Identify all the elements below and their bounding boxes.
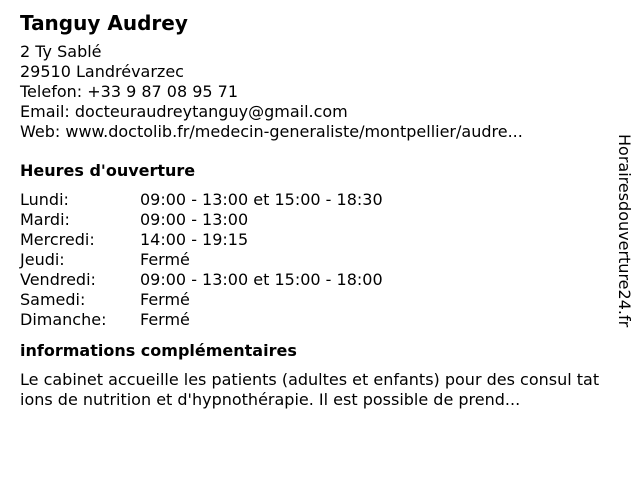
- hours-row-tuesday: [20, 210, 610, 230]
- site-watermark: Horairesdouverture24.fr: [615, 134, 634, 328]
- day-label: Lundi:: [20, 190, 69, 209]
- hours-row-monday: [20, 190, 610, 210]
- hours-title: Heures d'ouverture: [20, 161, 196, 180]
- day-label: Vendredi:: [20, 270, 96, 289]
- business-name: Tanguy Audrey: [20, 11, 188, 35]
- time-value: Fermé: [140, 250, 190, 269]
- hours-row-thursday: [20, 250, 610, 270]
- website-link[interactable]: Web: www.doctolib.fr/medecin-generaliste/montpellier/audre...: [20, 122, 523, 141]
- time-value: 09:00 - 13:00 et 15:00 - 18:30: [140, 190, 383, 209]
- info-title: informations complémentaires: [20, 341, 297, 360]
- day-label: Samedi:: [20, 290, 86, 309]
- address-line-1: 2 Ty Sablé: [20, 42, 102, 61]
- day-label: Jeudi:: [20, 250, 65, 269]
- day-label: Mercredi:: [20, 230, 95, 249]
- hours-table: [20, 190, 610, 330]
- info-text: Le cabinet accueille les patients (adultes et enfants) pour des consul tations de nutrition et d'hypnothérapie. Il est possible de prend...: [20, 370, 600, 409]
- time-value: Fermé: [140, 290, 190, 309]
- day-label: Mardi:: [20, 210, 70, 229]
- business-card: [20, 10, 610, 410]
- hours-row-wednesday: [20, 230, 610, 250]
- time-value: Fermé: [140, 310, 190, 329]
- hours-row-saturday: [20, 290, 610, 310]
- day-label: Dimanche:: [20, 310, 107, 329]
- email-address[interactable]: Email: docteuraudreytanguy@gmail.com: [20, 102, 348, 121]
- hours-row-sunday: [20, 310, 610, 330]
- contact-block: [20, 42, 610, 142]
- time-value: 09:00 - 13:00 et 15:00 - 18:00: [140, 270, 383, 289]
- address-line-2: 29510 Landrévarzec: [20, 62, 184, 81]
- time-value: 14:00 - 19:15: [140, 230, 249, 249]
- phone-number[interactable]: Telefon: +33 9 87 08 95 71: [20, 82, 239, 101]
- hours-row-friday: [20, 270, 610, 290]
- time-value: 09:00 - 13:00: [140, 210, 249, 229]
